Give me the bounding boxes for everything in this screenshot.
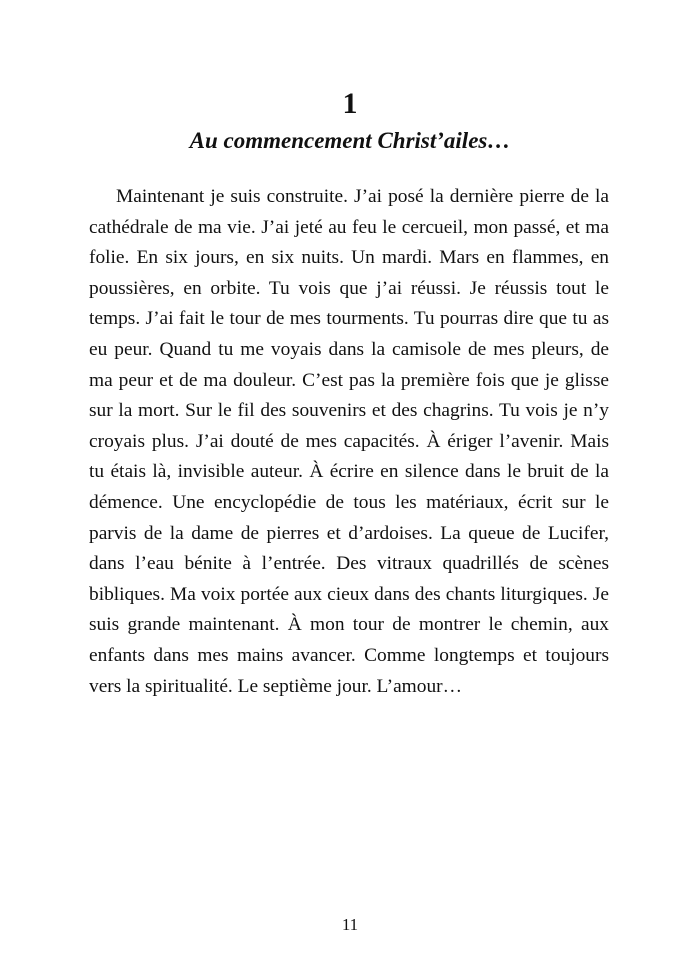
page-number: 11: [341, 915, 359, 934]
chapter-title: Au commencement Christ’ailes…: [189, 128, 511, 153]
chapter-number: 1: [342, 87, 358, 120]
body-paragraph: Maintenant je suis construite. J’ai posé la dernière pierre de la cathédrale de ma vie. J’ai jeté au feu le cercueil, mon passé, et ma folie. En six jours, en six nuits. Un mardi. Mars en flammes, en poussières, en orbite. Tu vois que j’ai réussi. Je réussis tout le temps. J’ai fait le tour de mes tourments. Tu pourras dire que tu as eu peur. Quand tu me voyais dans la camisole de mes pleurs, de ma peur et de ma douleur. C’est pas la première fois que je glisse sur la mort. Sur le fil des souvenirs et des chagrins. Tu vois je n’y croyais plus. J’ai douté de mes capacités. À ériger l’avenir. Mais tu étais là, invisible auteur. À écrire en silence dans le bruit de la démence. Une encyclopédie de tous les matériaux, écrit sur le parvis de la dame de pierres et d’ardoises. La queue de Lucifer, dans l’eau bénite à l’entrée. Des vitraux quadrillés de scènes bibliques. Ma voix portée aux cieux dans des chants liturgiques. Je suis grande maintenant. À mon tour de montrer le chemin, aux enfants dans mes mains avancer. Comme longtemps et toujours vers la spiritualité. Le septième jour. L’amour…: [89, 186, 609, 697]
